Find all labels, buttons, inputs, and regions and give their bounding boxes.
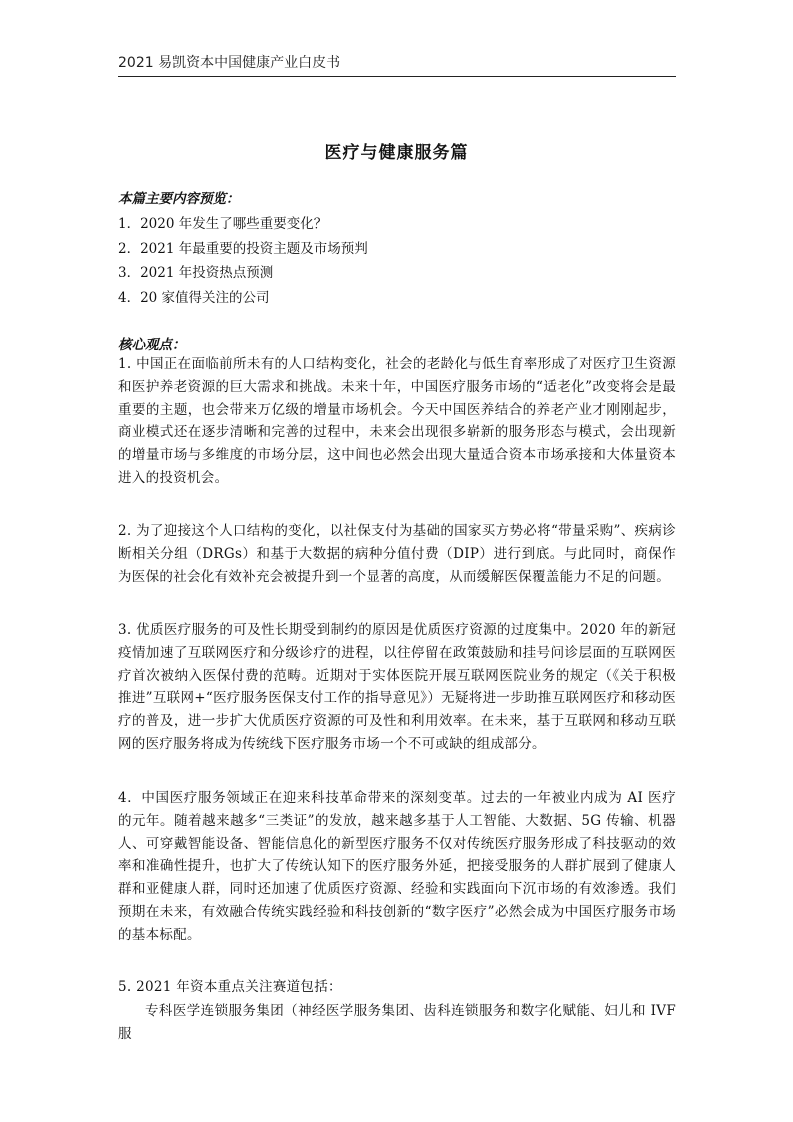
paragraph-5: 5. 2021 年资本重点关注赛道包括： — [118, 979, 342, 995]
list-item: 3．2021 年投资热点预测 — [118, 265, 274, 281]
header-title: 2021 易凯资本中国健康产业白皮书 — [118, 55, 341, 71]
preview-heading: 本篇主要内容预览： — [118, 191, 240, 207]
paragraph-3: 3. 优质医疗服务的可及性长期受到制约的原因是优质医疗资源的过度集中。2020 年的新冠疫情加速了互联网医疗和分级诊疗的进程，以往停留在政策鼓励和挂号问诊层面的互联网医疗首次被纳入医保付费的范畴。近期对于实体医院开展互联网医院业务的规定（《关于积极推进”互联网+“医疗服务医保支付工作的指导意见》）无疑将进一步助推互联网医疗和移动医疗的普及，进一步扩大优质医疗资源的可及性和利用效率。在未来，基于互联网和移动互联网的医疗服务将成为传统线下医疗服务市场一个不可或缺的组成部分。 — [118, 622, 676, 752]
page-title: 医疗与健康服务篇 — [324, 143, 469, 163]
core-heading: 核心观点： — [118, 337, 186, 353]
paragraph-2: 2. 为了迎接这个人口结构的变化，以社保支付为基础的国家买方势必将“带量采购”、疾病诊断相关分组（DRGs）和基于大数据的病种分值付费（DIP）进行到底。与此同时，商保作为医保的社会化有效补充会被提升到一个显著的高度，从而缓解医保覆盖能力不足的问题。 — [118, 523, 676, 585]
paragraph-5-continuation: 专科医学连锁服务集团（神经医学服务集团、齿科连锁服务和数字化赋能、妇儿和 IVF 服 — [118, 1003, 676, 1042]
header-divider — [118, 76, 676, 77]
paragraph-4: 4．中国医疗服务领域正在迎来科技革命带来的深刻变革。过去的一年被业内成为 AI 医疗的元年。随着越来越多“三类证”的发放，越来越多基于人工智能、大数据、5G 传输、机器人、可穿戴智能设备、智能信息化的新型医疗服务不仅对传统医疗服务形成了科技驱动的效率和准确性提升，也扩大了传统认知下的医疗服务外延，把接受服务的人群扩展到了健康人群和亚健康人群，同时还加速了优质医疗资源、经验和实践面向下沉市场的有效渗透。我们预期在未来，有效融合传统实践经验和科技创新的“数字医疗”必然会成为中国医疗服务市场的基本标配。 — [118, 790, 676, 943]
list-item: 4．20 家值得关注的公司 — [118, 289, 270, 306]
preview-list — [118, 212, 368, 310]
list-item: 1．2020 年发生了哪些重要变化？ — [118, 216, 328, 232]
paragraph-1: 1. 中国正在面临前所未有的人口结构变化，社会的老龄化与低生育率形成了对医疗卫生资源和医护养老资源的巨大需求和挑战。未来十年，中国医疗服务市场的“适老化”改变将会是最重要的主题，也会带来万亿级的增量市场机会。今天中国医养结合的养老产业才刚刚起步，商业模式还在逐步清晰和完善的过程中，未来会出现很多崭新的服务形态与模式，会出现新的增量市场与多维度的市场分层，这中间也必然会出现大量适合资本市场承接和大体量资本进入的投资机会。 — [118, 356, 676, 486]
list-item: 2．2021 年最重要的投资主题及市场预判 — [118, 240, 368, 257]
